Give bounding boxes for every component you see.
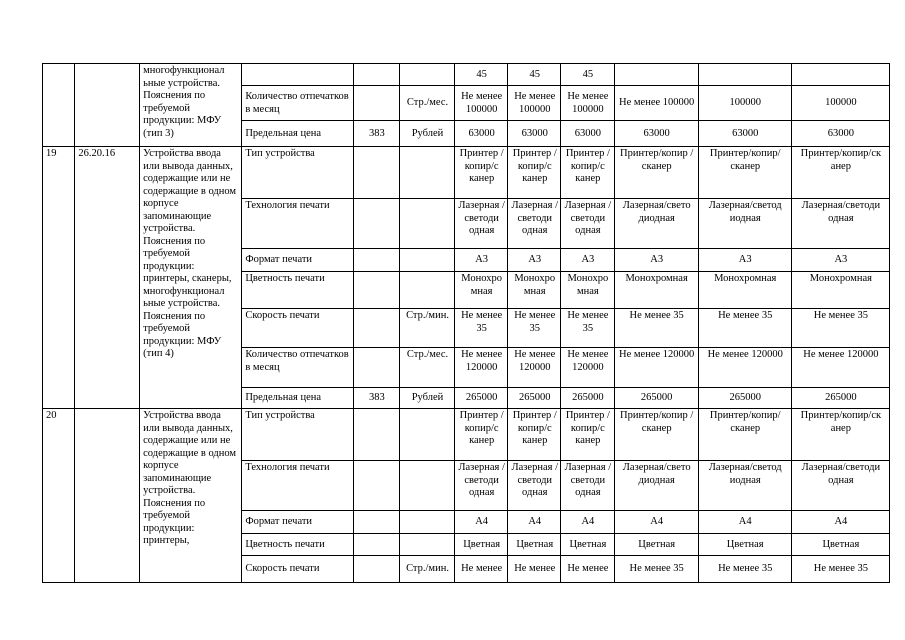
okei-code-cell: 383 bbox=[353, 388, 400, 409]
unit-cell bbox=[400, 272, 455, 309]
value-cell-5: Лазерная/светод иодная bbox=[698, 461, 791, 511]
value-cell-6: 265000 bbox=[791, 388, 889, 409]
value-cell-4: Принтер/копир /сканер bbox=[614, 409, 698, 461]
value-cell-6: 100000 bbox=[791, 86, 889, 121]
characteristic-cell: Предельная цена bbox=[242, 121, 353, 147]
unit-cell bbox=[400, 409, 455, 461]
value-cell-3: Лазерная /светоди одная bbox=[561, 199, 615, 249]
value-cell-4: Не менее 100000 bbox=[614, 86, 698, 121]
value-cell-5 bbox=[698, 64, 791, 86]
value-cell-1: Не менее 100000 bbox=[454, 86, 508, 121]
value-cell-1: 265000 bbox=[454, 388, 508, 409]
value-cell-2: Монохро мная bbox=[508, 272, 561, 309]
row-number-cell: 19 bbox=[43, 147, 75, 409]
characteristic-cell: Предельная цена bbox=[242, 388, 353, 409]
value-cell-6: Принтер/копир/ск анер bbox=[791, 147, 889, 199]
unit-cell bbox=[400, 147, 455, 199]
characteristic-cell: Технология печати bbox=[242, 199, 353, 249]
value-cell-4: Не менее 120000 bbox=[614, 348, 698, 388]
value-cell-4 bbox=[614, 64, 698, 86]
value-cell-3: Монохро мная bbox=[561, 272, 615, 309]
unit-cell bbox=[400, 64, 455, 86]
characteristic-cell: Скорость печати bbox=[242, 556, 353, 583]
value-cell-3: Принтер /копир/с канер bbox=[561, 409, 615, 461]
value-cell-6: А3 bbox=[791, 249, 889, 272]
unit-cell: Стр./мин. bbox=[400, 309, 455, 348]
table-row bbox=[43, 147, 890, 199]
okei-code-cell bbox=[353, 461, 400, 511]
value-cell-5: 63000 bbox=[698, 121, 791, 147]
unit-cell: Стр./мес. bbox=[400, 86, 455, 121]
value-cell-3: 45 bbox=[561, 64, 615, 86]
okei-code-cell bbox=[353, 147, 400, 199]
okei-code-cell bbox=[353, 511, 400, 534]
value-cell-4: Лазерная/свето диодная bbox=[614, 199, 698, 249]
value-cell-4: 265000 bbox=[614, 388, 698, 409]
okpd-code-cell bbox=[75, 64, 140, 147]
characteristic-cell: Цветность печати bbox=[242, 534, 353, 556]
unit-cell bbox=[400, 534, 455, 556]
unit-cell bbox=[400, 199, 455, 249]
product-name-cell: Устройства ввода или вывода данных, содержащие или не содержащие в одном корпусе запоминающие устройства. Пояснения по требуемой продукции: принтеры, сканеры, многофункционал ьные устройства. Пояснения по требуемой продукции: МФУ (тип 4) bbox=[140, 147, 242, 409]
unit-cell: Рублей bbox=[400, 121, 455, 147]
value-cell-5: Принтер/копир/ сканер bbox=[698, 147, 791, 199]
okei-code-cell bbox=[353, 199, 400, 249]
value-cell-1: 63000 bbox=[454, 121, 508, 147]
value-cell-1: Монохро мная bbox=[454, 272, 508, 309]
value-cell-2: Не менее 35 bbox=[508, 309, 561, 348]
value-cell-2: Цветная bbox=[508, 534, 561, 556]
characteristic-cell: Цветность печати bbox=[242, 272, 353, 309]
value-cell-4: Не менее 35 bbox=[614, 556, 698, 583]
okpd-code-cell: 26.20.16 bbox=[75, 147, 140, 409]
unit-cell: Рублей bbox=[400, 388, 455, 409]
characteristic-cell: Технология печати bbox=[242, 461, 353, 511]
value-cell-2: Принтер /копир/с канер bbox=[508, 147, 561, 199]
value-cell-2: Лазерная /светоди одная bbox=[508, 199, 561, 249]
okei-code-cell bbox=[353, 534, 400, 556]
characteristic-cell bbox=[242, 64, 353, 86]
value-cell-3: А3 bbox=[561, 249, 615, 272]
value-cell-5: Цветная bbox=[698, 534, 791, 556]
okei-code-cell: 383 bbox=[353, 121, 400, 147]
okei-code-cell bbox=[353, 409, 400, 461]
value-cell-2: Не менее 100000 bbox=[508, 86, 561, 121]
unit-cell bbox=[400, 461, 455, 511]
value-cell-5: 265000 bbox=[698, 388, 791, 409]
value-cell-3: 63000 bbox=[561, 121, 615, 147]
row-number-cell bbox=[43, 64, 75, 147]
value-cell-6: Лазерная/светоди одная bbox=[791, 461, 889, 511]
value-cell-4: Не менее 35 bbox=[614, 309, 698, 348]
value-cell-2: Не менее 120000 bbox=[508, 348, 561, 388]
value-cell-4: 63000 bbox=[614, 121, 698, 147]
value-cell-3: Не менее 100000 bbox=[561, 86, 615, 121]
value-cell-1: Лазерная /светоди одная bbox=[454, 199, 508, 249]
value-cell-5: 100000 bbox=[698, 86, 791, 121]
okei-code-cell bbox=[353, 556, 400, 583]
product-name-cell: Устройства ввода или вывода данных, содержащие или не содержащие в одном корпусе запоминающие устройства. Пояснения по требуемой продукции: принтеры, bbox=[140, 409, 242, 583]
table-body bbox=[43, 64, 890, 583]
value-cell-4: Монохромная bbox=[614, 272, 698, 309]
value-cell-6: А4 bbox=[791, 511, 889, 534]
value-cell-5: Монохромная bbox=[698, 272, 791, 309]
characteristic-cell: Количество отпечатков в месяц bbox=[242, 86, 353, 121]
value-cell-6: 63000 bbox=[791, 121, 889, 147]
okpd-code-cell bbox=[75, 409, 140, 583]
unit-cell: Стр./мин. bbox=[400, 556, 455, 583]
value-cell-4: Принтер/копир /сканер bbox=[614, 147, 698, 199]
value-cell-6: Не менее 35 bbox=[791, 556, 889, 583]
value-cell-6: Лазерная/светоди одная bbox=[791, 199, 889, 249]
value-cell-1: 45 bbox=[454, 64, 508, 86]
value-cell-3: 265000 bbox=[561, 388, 615, 409]
unit-cell: Стр./мес. bbox=[400, 348, 455, 388]
okei-code-cell bbox=[353, 309, 400, 348]
characteristic-cell: Скорость печати bbox=[242, 309, 353, 348]
value-cell-5: А3 bbox=[698, 249, 791, 272]
characteristic-cell: Тип устройства bbox=[242, 147, 353, 199]
characteristic-cell: Количество отпечатков в месяц bbox=[242, 348, 353, 388]
value-cell-3: Лазерная /светоди одная bbox=[561, 461, 615, 511]
value-cell-2: А4 bbox=[508, 511, 561, 534]
value-cell-1: Не менее 35 bbox=[454, 309, 508, 348]
value-cell-3: Принтер /копир/с канер bbox=[561, 147, 615, 199]
unit-cell bbox=[400, 249, 455, 272]
value-cell-6: Не менее 35 bbox=[791, 309, 889, 348]
okei-code-cell bbox=[353, 348, 400, 388]
characteristic-cell: Формат печати bbox=[242, 511, 353, 534]
value-cell-6: Не менее 120000 bbox=[791, 348, 889, 388]
value-cell-3: Не менее 120000 bbox=[561, 348, 615, 388]
value-cell-5: Не менее 35 bbox=[698, 309, 791, 348]
value-cell-4: А3 bbox=[614, 249, 698, 272]
value-cell-3: А4 bbox=[561, 511, 615, 534]
value-cell-5: А4 bbox=[698, 511, 791, 534]
okei-code-cell bbox=[353, 64, 400, 86]
value-cell-2: 63000 bbox=[508, 121, 561, 147]
value-cell-2: Лазерная /светоди одная bbox=[508, 461, 561, 511]
value-cell-6: Принтер/копир/ск анер bbox=[791, 409, 889, 461]
value-cell-2: 265000 bbox=[508, 388, 561, 409]
value-cell-4: Лазерная/свето диодная bbox=[614, 461, 698, 511]
value-cell-1: Не менее 120000 bbox=[454, 348, 508, 388]
value-cell-1: Лазерная /светоди одная bbox=[454, 461, 508, 511]
characteristic-cell: Тип устройства bbox=[242, 409, 353, 461]
value-cell-5: Лазерная/светод иодная bbox=[698, 199, 791, 249]
value-cell-1: А3 bbox=[454, 249, 508, 272]
value-cell-3: Цветная bbox=[561, 534, 615, 556]
value-cell-3: Не менее 35 bbox=[561, 309, 615, 348]
value-cell-4: Цветная bbox=[614, 534, 698, 556]
value-cell-1: Не менее bbox=[454, 556, 508, 583]
unit-cell bbox=[400, 511, 455, 534]
table-row bbox=[43, 64, 890, 86]
value-cell-2: Принтер /копир/с канер bbox=[508, 409, 561, 461]
okei-code-cell bbox=[353, 86, 400, 121]
okei-code-cell bbox=[353, 272, 400, 309]
value-cell-6 bbox=[791, 64, 889, 86]
value-cell-6: Монохромная bbox=[791, 272, 889, 309]
value-cell-1: Цветная bbox=[454, 534, 508, 556]
value-cell-2: 45 bbox=[508, 64, 561, 86]
value-cell-5: Принтер/копир/ сканер bbox=[698, 409, 791, 461]
value-cell-1: А4 bbox=[454, 511, 508, 534]
value-cell-1: Принтер /копир/с канер bbox=[454, 147, 508, 199]
value-cell-3: Не менее bbox=[561, 556, 615, 583]
value-cell-2: Не менее bbox=[508, 556, 561, 583]
value-cell-5: Не менее 35 bbox=[698, 556, 791, 583]
characteristic-cell: Формат печати bbox=[242, 249, 353, 272]
value-cell-6: Цветная bbox=[791, 534, 889, 556]
value-cell-4: А4 bbox=[614, 511, 698, 534]
row-number-cell: 20 bbox=[43, 409, 75, 583]
okei-code-cell bbox=[353, 249, 400, 272]
product-name-cell: многофункционал ьные устройства. Пояснения по требуемой продукции: МФУ (тип 3) bbox=[140, 64, 242, 147]
table-row bbox=[43, 409, 890, 461]
value-cell-2: А3 bbox=[508, 249, 561, 272]
value-cell-1: Принтер /копир/с канер bbox=[454, 409, 508, 461]
specification-table bbox=[42, 63, 890, 583]
value-cell-5: Не менее 120000 bbox=[698, 348, 791, 388]
